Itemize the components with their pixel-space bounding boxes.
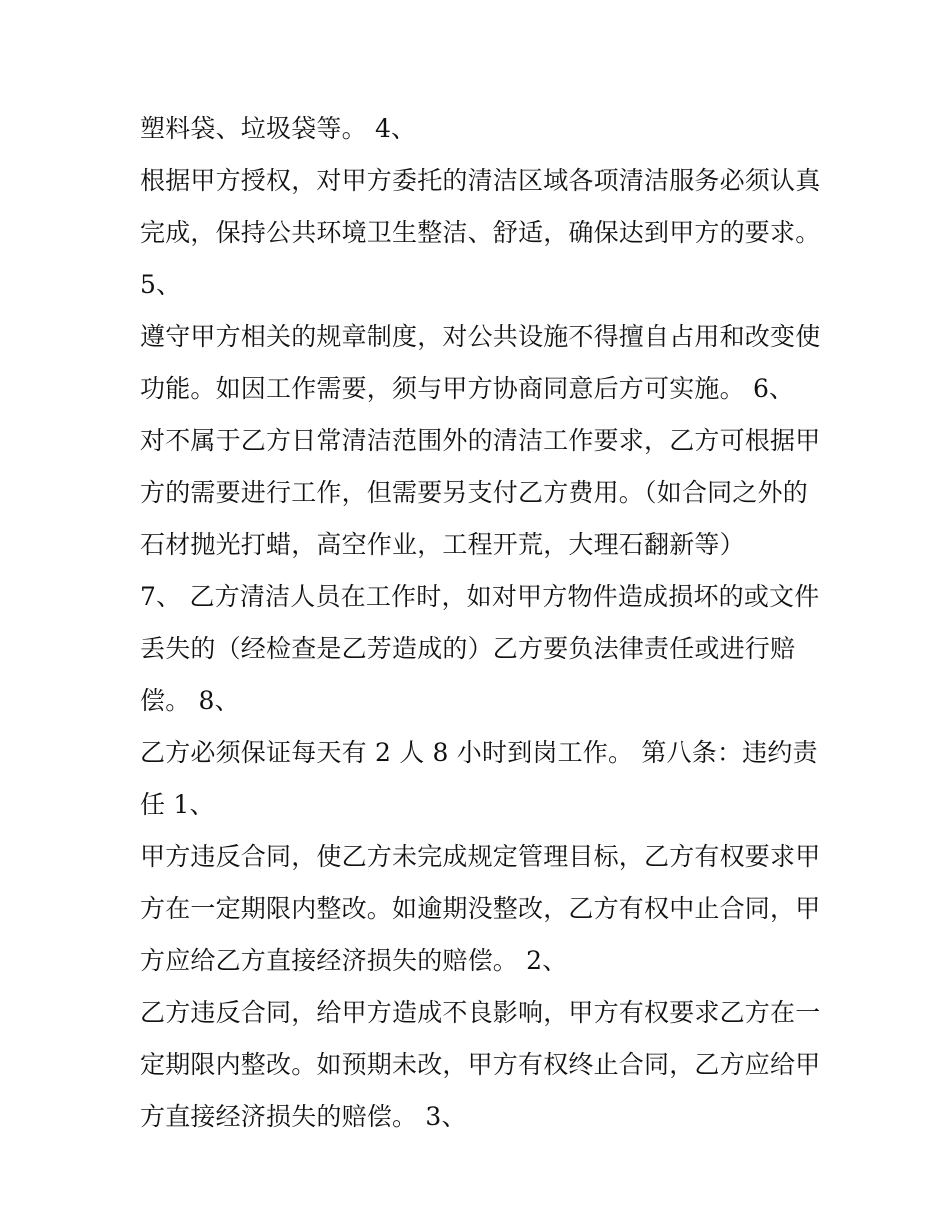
text-line: 7、 乙方清洁人员在工作时，如对甲方物件造成损坏的或文件 [140,582,820,611]
text-line: 丢失的（经检查是乙芳造成的）乙方要负法律责任或进行赔 [140,634,796,663]
text-line: 5、 [140,270,182,299]
text-line: 遵守甲方相关的规章制度，对公共设施不得擅自占用和改变使 [140,322,821,351]
text-line: 偿。 8、 [140,686,240,715]
text-line: 方直接经济损失的赔偿。 3、 [140,1102,467,1131]
text-line: 乙方必须保证每天有 2 人 8 小时到岗工作。 第八条：违约责 [140,738,818,767]
contract-text-body [140,103,820,1143]
text-line: 定期限内整改。如预期未改，甲方有权终止合同，乙方应给甲 [140,1050,821,1079]
text-line: 功能。如因工作需要，须与甲方协商同意后方可实施。 6、 [140,374,795,403]
text-line: 根据甲方授权，对甲方委托的清洁区域各项清洁服务必须认真 [140,166,821,195]
text-line: 乙方违反合同，给甲方造成不良影响，甲方有权要求乙方在一 [140,998,821,1027]
text-line: 塑料袋、垃圾袋等。 4、 [140,114,417,143]
text-line: 方应给乙方直接经济损失的赔偿。 2、 [140,946,568,975]
text-line: 任 1、 [140,790,215,819]
text-line: 甲方违反合同，使乙方未完成规定管理目标，乙方有权要求甲 [140,842,821,871]
text-line: 对不属于乙方日常清洁范围外的清洁工作要求，乙方可根据甲 [140,426,821,455]
text-line: 石材抛光打蜡，高空作业，工程开荒，大理石翻新等） [140,530,745,559]
text-line: 方的需要进行工作，但需要另支付乙方费用。（如合同之外的 [140,478,808,507]
text-line: 方在一定期限内整改。如逾期没整改，乙方有权中止合同，甲 [140,894,821,923]
text-line: 完成，保持公共环境卫生整洁、舒适，确保达到甲方的要求。 [140,218,821,247]
